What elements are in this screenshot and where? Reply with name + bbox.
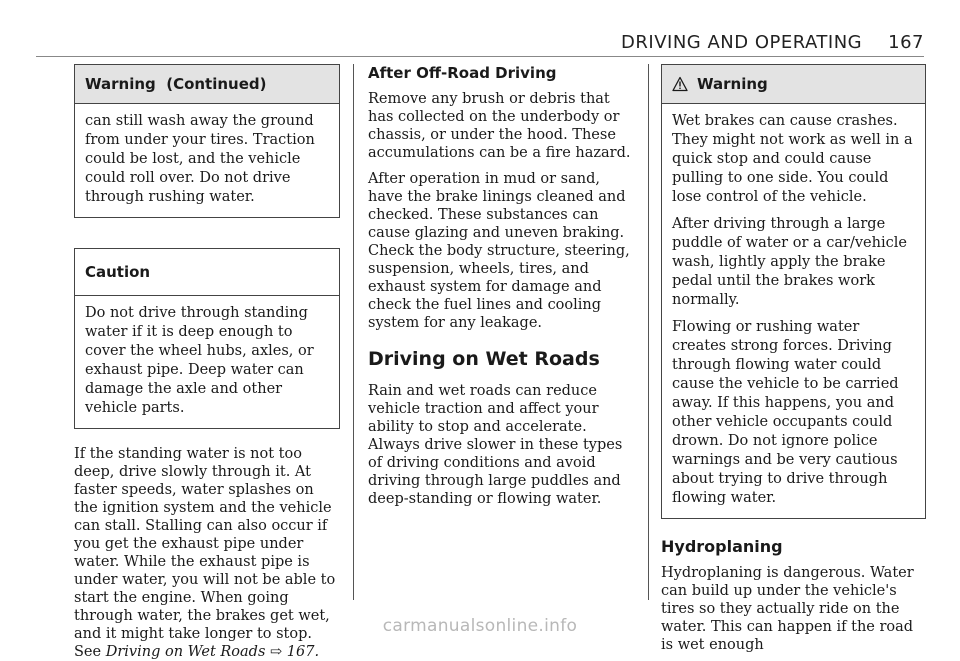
warning-paragraph-2: After driving through a large puddle of water or a car/vehicle wash, lightly apply the brake pedal until the brakes work normally. [672,216,907,308]
page-ref-arrow-icon: ⇨ [265,644,283,660]
column-left [74,64,340,661]
section-title: DRIVING AND OPERATING [621,32,863,53]
warning-triangle-icon [672,76,688,92]
column-middle [368,64,636,508]
after-offroad-paragraph-1: Remove any brush or debris that has collected on the underbody or chassis, or under the hood. These accumulations can be a fire hazard. [368,91,631,161]
after-offroad-heading: After Off-Road Driving [368,64,557,82]
wet-roads-heading: Driving on Wet Roads [368,348,600,370]
column-divider-1 [353,64,354,600]
caution-box [74,248,340,429]
watermark: carmanualsonline.info [382,616,578,636]
page-number: 167 [888,32,924,53]
hydroplaning-heading: Hydroplaning [661,537,783,556]
wet-roads-paragraph: Rain and wet roads can reduce vehicle traction and affect your ability to stop and accelerate. Always drive slower in these types of driving conditions and avoid driving through large puddles and deep-standing or flowing water. [368,383,623,507]
warning-body [662,104,925,518]
wet-brakes-warning-box [661,64,926,519]
column-divider-2 [648,64,649,600]
column-right [661,64,926,654]
after-offroad-paragraph-2: After operation in mud or sand, have the brake linings cleaned and checked. These substances can cause glazing and uneven braking. Check the body structure, steering, suspension, wheels, tires, and exhaust system for damage and check the fuel lines and cooling system for any leakage. [368,171,630,331]
caution-body [75,296,339,428]
hydroplaning-paragraph: Hydroplaning is dangerous. Water can build up under the vehicle's tires so they actually ride on the water. This can happen if the road is wet enough [661,565,914,653]
warning-continued-text: can still wash away the ground from under your tires. Traction could be lost, and the vehicle could roll over. Do not drive through rushing water. [85,113,315,205]
header-divider [36,56,924,57]
page-header [621,32,924,53]
standing-water-text: If the standing water is not too deep, drive slowly through it. At faster speeds, water splashes on the ignition system and the vehicle can stall. Stalling can also occur if you get the exhaust pipe under water. While the exhaust pipe is under water, you will not be able to start the engine. When going through water, the brakes get wet, and it might take longer to stop. [74,446,336,642]
caution-text: Do not drive through standing water if it is deep enough to cover the wheel hubs, axles, or exhaust pipe. Deep water can damage the axle and other vehicle parts. [85,305,314,416]
see-label: See [74,644,106,660]
warning-continued-title: Warning (Continued) [75,65,339,104]
warning-continued-box [74,64,340,218]
warning-paragraph-3: Flowing or rushing water creates strong forces. Driving through flowing water could cause the vehicle to be carried away. If this happens, you and other vehicle occupants could drown. Do not ignore police warnings and be very cautious about trying to drive through flowing water. [672,319,899,506]
warning-paragraph-1: Wet brakes can cause crashes. They might not work as well in a quick stop and could cause pulling to one side. You could lose control of the vehicle. [672,113,913,205]
driving-wet-roads-link[interactable]: Driving on Wet Roads ⇨ 167. [105,644,320,660]
warning-title-bar [662,65,925,104]
warning-title: Warning [697,75,768,93]
warning-continued-body [75,104,339,217]
caution-title: Caution [75,249,339,296]
